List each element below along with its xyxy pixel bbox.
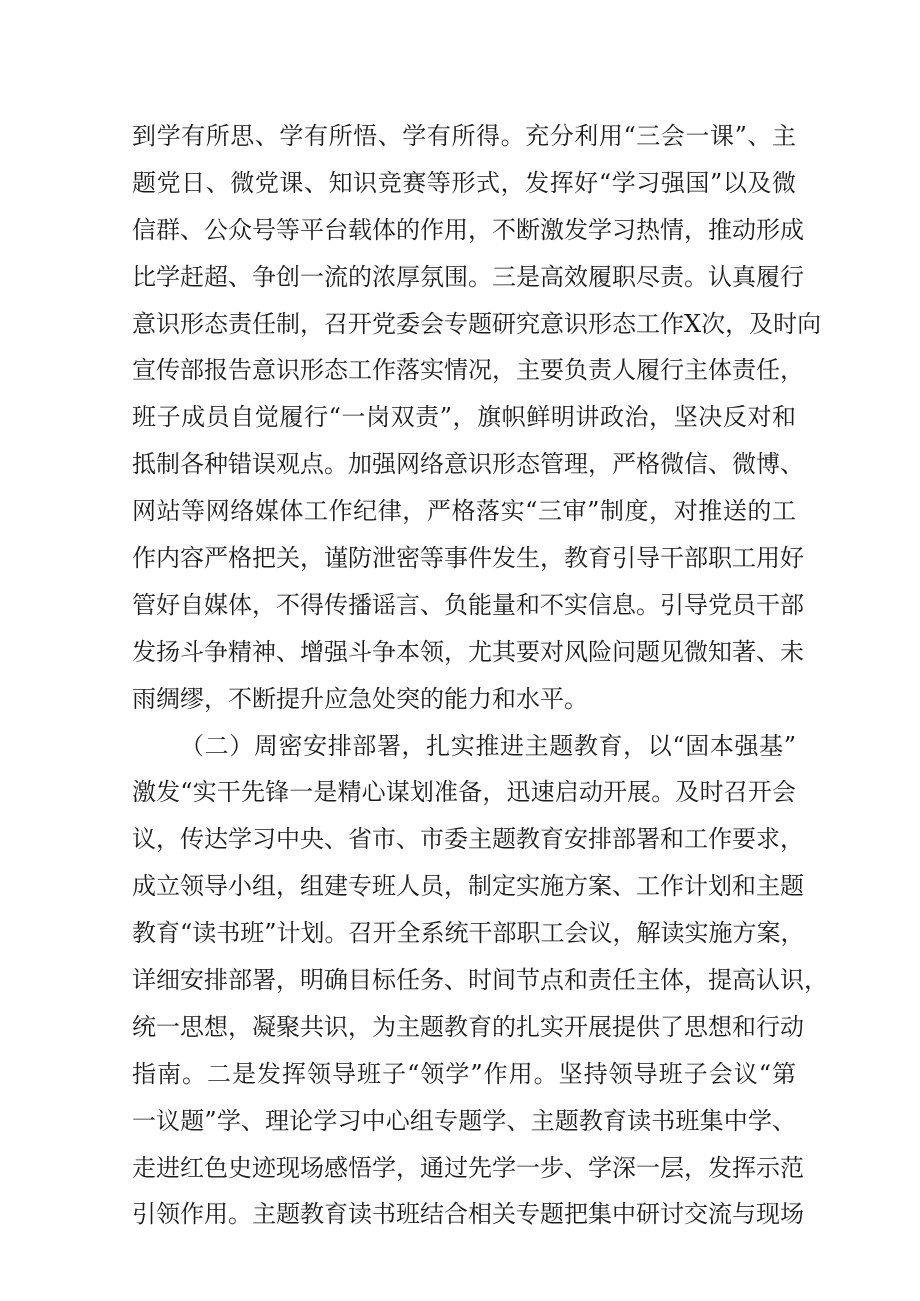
text-line: 一议题”学、理论学习中心组专题学、主题教育读书班集中学、 — [132, 1106, 796, 1135]
text-line: 议，传达学习中央、省市、市委主题教育安排部署和工作要求， — [132, 825, 804, 854]
paragraph-end-line: 雨绸缪，不断提升应急处突的能力和水平。 — [132, 684, 588, 713]
text-line: 成立领导小组，组建专班人员，制定实施方案、工作计划和主题 — [132, 872, 804, 901]
text-line: 抵制各种错误观点。加强网络意识形态管理，严格微信、微博、 — [132, 450, 804, 479]
text-line: 作内容严格把关，谨防泄密等事件发生，教育引导干部职工用好 — [132, 544, 804, 573]
text-line: 引领作用。主题教育读书班结合相关专题把集中研讨交流与现场 — [132, 1200, 804, 1229]
text-line: 指南。二是发挥领导班子“领学”作用。坚持领导班子会议“第 — [132, 1059, 796, 1088]
text-line: 班子成员自觉履行“一岗双责”，旗帜鲜明讲政治，坚决反对和 — [132, 403, 796, 432]
document-body — [132, 113, 828, 1238]
text-line: 走进红色史迹现场感悟学，通过先学一步、学深一层，发挥示范 — [132, 1153, 804, 1182]
text-line: 教育“读书班”计划。召开全系统干部职工会议，解读实施方案， — [132, 919, 805, 948]
section-heading-line: （二）周密安排部署，扎实推进主题教育，以“固本强基” — [180, 731, 796, 760]
text-line: 题党日、微党课、知识竞赛等形式，发挥好“学习强国”以及微 — [132, 168, 796, 197]
text-line: 到学有所思、学有所悟、学有所得。充分利用“三会一课”、主 — [132, 122, 796, 150]
text-line: 激发“实干先锋一是精心谋划准备，迅速启动开展。及时召开会 — [132, 778, 796, 807]
text-line: 宣传部报告意识形态工作落实情况，主要负责人履行主体责任， — [132, 356, 804, 385]
text-line: 意识形态责任制，召开党委会专题研究意识形态工作X次，及时向 — [132, 309, 822, 338]
text-line: 网站等网络媒体工作纪律，严格落实“三审”制度，对推送的工 — [132, 497, 796, 526]
text-line: 管好自媒体，不得传播谣言、负能量和不实信息。引导党员干部 — [132, 590, 804, 619]
text-line: 统一思想，凝聚共识，为主题教育的扎实开展提供了思想和行动 — [132, 1012, 804, 1041]
text-line: 发扬斗争精神、增强斗争本领，尤其要对风险问题见微知著、未 — [132, 637, 804, 666]
text-line: 比学赶超、争创一流的浓厚氛围。三是高效履职尽责。认真履行 — [132, 262, 804, 291]
text-line: 信群、公众号等平台载体的作用，不断激发学习热情，推动形成 — [132, 215, 804, 244]
text-line: 详细安排部署，明确目标任务、时间节点和责任主体，提高认识， — [132, 966, 828, 995]
